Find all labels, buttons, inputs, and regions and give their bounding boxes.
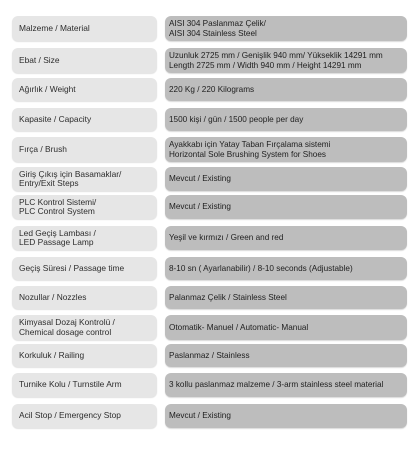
spec-value: Paslanmaz / Stainless	[165, 344, 407, 367]
spec-row-steps	[12, 167, 407, 191]
spec-label: Malzeme / Material	[12, 16, 157, 41]
spec-label: Geçiş Süresi / Passage time	[12, 257, 157, 280]
spec-row-brush	[12, 137, 407, 162]
spec-value: Mevcut / Existing	[165, 404, 407, 428]
spec-label: Ebat / Size	[12, 48, 157, 73]
spec-value: Ayakkabı için Yatay Taban Fırçalama sistemi Horizontal Sole Brushing System for Shoes	[165, 137, 407, 162]
spec-row-railing	[12, 344, 407, 367]
spec-label: Led Geçiş Lambası / LED Passage Lamp	[12, 226, 157, 250]
spec-row-chemical-dosage	[12, 315, 407, 340]
spec-value: 220 Kg / 220 Kilograms	[165, 78, 407, 101]
spec-label: Fırça / Brush	[12, 137, 157, 162]
spec-label: Ağırlık / Weight	[12, 78, 157, 101]
spec-value: 1500 kişi / gün / 1500 people per day	[165, 108, 407, 131]
spec-value: Otomatik- Manuel / Automatic- Manual	[165, 315, 407, 340]
spec-label: Turnike Kolu / Turnstile Arm	[12, 373, 157, 397]
spec-label: Korkuluk / Railing	[12, 344, 157, 367]
spec-row-material	[12, 16, 407, 41]
spec-value: AISI 304 Paslanmaz Çelik/ AISI 304 Stainless Steel	[165, 16, 407, 41]
spec-value: Palanmaz Çelik / Stainless Steel	[165, 286, 407, 309]
spec-value: Mevcut / Existing	[165, 167, 407, 191]
spec-value: Uzunluk 2725 mm / Genişlik 940 mm/ Yükseklik 14291 mm Length 2725 mm / Width 940 mm / Height 14291 mm	[165, 48, 407, 73]
spec-row-size	[12, 48, 407, 73]
spec-row-plc	[12, 195, 407, 219]
spec-value: 3 kollu paslanmaz malzeme / 3-arm stainless steel material	[165, 373, 407, 397]
spec-label: Kapasite / Capacity	[12, 108, 157, 131]
spec-row-passage-time	[12, 257, 407, 280]
spec-label: Kimyasal Dozaj Kontrolü / Chemical dosage control	[12, 315, 157, 340]
spec-row-capacity	[12, 108, 407, 131]
spec-label: Acil Stop / Emergency Stop	[12, 404, 157, 428]
spec-label: PLC Kontrol Sistemi/ PLC Control System	[12, 195, 157, 219]
spec-row-nozzles	[12, 286, 407, 309]
spec-value: Yeşil ve kırmızı / Green and red	[165, 226, 407, 250]
spec-row-weight	[12, 78, 407, 101]
spec-label: Giriş Çıkış için Basamaklar/ Entry/Exit Steps	[12, 167, 157, 191]
spec-value: 8-10 sn ( Ayarlanabilir) / 8-10 seconds (Adjustable)	[165, 257, 407, 280]
spec-row-led	[12, 226, 407, 250]
spec-row-turnstile-arm	[12, 373, 407, 397]
spec-row-emergency-stop	[12, 404, 407, 428]
spec-label: Nozullar / Nozzles	[12, 286, 157, 309]
spec-value: Mevcut / Existing	[165, 195, 407, 219]
